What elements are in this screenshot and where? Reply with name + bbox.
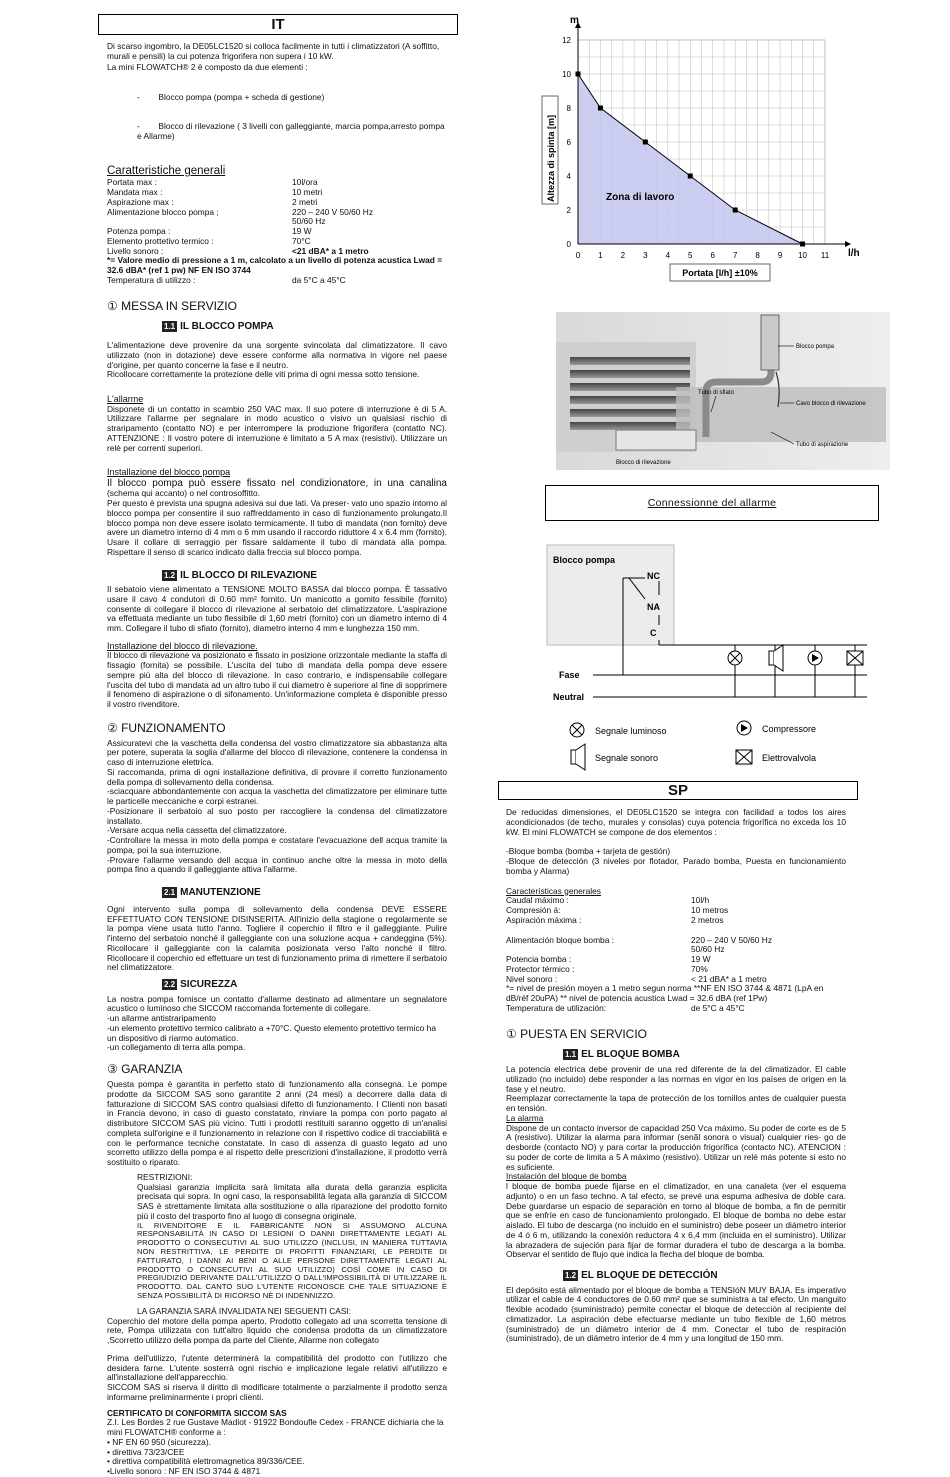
- contact-label-c: C: [650, 628, 657, 638]
- it-s2-text: -Versare acqua nella cassetta del climatizzatore.: [107, 825, 287, 836]
- it-alarm-title: L'allarme: [107, 394, 144, 405]
- y-tick-label: 6: [566, 138, 571, 147]
- x-tick-label: 10: [798, 251, 807, 260]
- y-tick-label: 0: [566, 240, 571, 249]
- spec-value: de 5°C a 45°C: [691, 1002, 745, 1013]
- pump-block: [761, 315, 779, 370]
- it-detection-text: Il blocco di rilevazione va posizionato e fissato in posizione orizzontale mediante la staffa di fissagio (fornita) se possibile. L'uscita del tubo di mandata della pompa deve essere sempre più alta del blocco di rilevazione. In caso contrario, e indispensabile collegare l'uscita del tubo di mandata ad un altro tubo il cui diametro è superiore al fine di sopprimere il fenomeno di aspirazione o di sifonamento. Un'informazione completa è disponible presso il vostro rivenditore.: [107, 650, 447, 710]
- it-cert-item: • direttiva 73/23/CEE: [107, 1446, 185, 1457]
- installation-photo: [556, 312, 890, 470]
- it-s22-text: La nostra pompa fornisce un contatto d'allarme destinato ad alimentare un segnalatore acustico o luminoso che SICCOM raccomanda fortemente di collegare.: [107, 993, 447, 1014]
- chart-annotation: Zona di lavoro: [606, 192, 675, 203]
- it-s2-text: -Posizionare il serbatoio al suo posto per raccogliere la condensa del climatizzatore installato.: [107, 805, 447, 826]
- section-title: IL BLOCCO DI RILEVAZIONE: [180, 569, 317, 581]
- section-number: 1.1: [565, 1050, 577, 1060]
- data-point: [598, 106, 603, 111]
- spec-key: Temperatura de utilización:: [506, 1002, 607, 1013]
- spec-key: Alimentazione blocco pompa ;: [107, 206, 219, 217]
- section-title: IL BLOCCO POMPA: [180, 321, 274, 333]
- data-point: [733, 208, 738, 213]
- spec-key: Aspiración máxima :: [506, 914, 582, 925]
- sp-specs: [506, 896, 846, 984]
- it-restrictions-title: RESTRIZIONI:: [137, 1171, 193, 1182]
- sp-noise-note: *= nivel de presión moyen a 1 metro segun norma **NF EN ISO 3744 & 4871 (LpA en dB/réf 20uPA) ** nivel de potencia acustica Lwad = 32.6 dBA (ref 1Pw): [506, 983, 824, 1003]
- wiring-title-box: [545, 485, 879, 521]
- it-install-lead: Il blocco pompa può essere fissato nel condizionatore, in una canalina: [107, 477, 447, 489]
- spec-key: Nivel sonoro :: [506, 973, 558, 984]
- it-section-1-title: ① MESSA IN SERVIZIO: [107, 298, 237, 313]
- spec-value: da 5°C a 45°C: [292, 274, 346, 285]
- x-unit-label: l/h: [848, 248, 860, 259]
- it-s11-text: L'alimentazione deve provenire da una sorgente svincolata dal climatizzatore. Il cavo utilizzato (non in dotazione) deve essere conforme alla normativa in vigore nel paese d'origine, per quanto concerne la fase e il neutro.: [107, 340, 447, 370]
- sp-intro: De reducidas dimensiones, el DE05LC1520 se integra con facilidad a todos los aires acondicionados (de techo, murales y consolas) cuya potencia frigorífica no exceda los 10 kW. El mini FLOWATCH se compone de dos elementos :: [506, 807, 846, 837]
- spec-value: 2 metros: [691, 914, 724, 925]
- it-s3-text: Questa pompa è garantita in perfetto stato di funzionamento alla consegna. Le pompe prodotte da SICCOM SAS sono garantite 2 anni (24 mesi) a decorrere dalla data di fatturazione di SICCOM SAS contro qualsiasi difetto di funzionamento. I Clienti non basati in Francia devono, in caso di guasto constatato, rinviare la pompa con porto pagato al distributore SICCOM SAS più vicino. Tutti i prodotti restituiti saranno oggetto di un'analisi completa sull'origine e il funzionamento in relazione con il rispettivo codice di tracciabilità e con le performance tecniche constatate. In caso di assenza di guasto legato ad uno scorretto utilizzo della pompa e al rispetto delle prescrizioni d'installazione, il prodotto verrà sostituito o riparato.: [107, 1079, 447, 1168]
- spec-value: 10l/h: [691, 895, 710, 906]
- buzzer-icon: [769, 651, 774, 665]
- it-s2-text: -Provare l'allarme versando dell acqua in continuo anche oltre la messa in moto della pompa fino a quando il galleggiante attiva l'allarme.: [107, 854, 447, 875]
- wiring-diagram: [547, 545, 882, 780]
- data-point: [643, 140, 648, 145]
- photo-label: Tubo di aspirazione: [796, 442, 849, 448]
- it-s11-text2: Ricollocare correttamente la protezione delle viti prima di ogni messa sotto tensione.: [107, 369, 420, 380]
- spec-value: < 21 dBA* a 1 metro: [691, 973, 767, 984]
- sp-section-1-2-heading: [563, 1270, 846, 1282]
- spec-value: 2 metri: [292, 196, 318, 207]
- it-cert-item: • direttiva compatibilità elettromagnetica 89/336/CEE.: [107, 1456, 305, 1467]
- it-section-1-2-heading: [162, 570, 447, 582]
- legend-label: Segnale sonoro: [595, 753, 659, 763]
- spec-value: 220 – 240 V 50/60 Hz: [691, 934, 773, 945]
- sp-section-1-1-heading: [563, 1049, 846, 1061]
- it-column: [107, 42, 447, 1477]
- spec-value: 220 – 240 V 50/60 Hz: [292, 206, 374, 217]
- legend-label: Compressore: [762, 724, 817, 734]
- wiring-title: Connessionne del allarme: [647, 497, 777, 509]
- section-title: EL BLOQUE BOMBA: [581, 1049, 680, 1061]
- it-s21-text: Ogni intervento sulla pompa di sollevamento della condensa DEVE ESSERE EFFETTUATO CON TENSIONE DISINSERITA. All'inizio della stagione o regolarmente se la pompa viene usata tutto l'anno. Togliere il coperchio il filtro e il galleggiante. Pulire l'interno del serbatoio nonché il galleggiante con una soluzione acqua + candeggina (5%). Ricollocare il galleggiante con la calamita posizionata verso l'alto nonché il filtro. Ricollocare il coperchio ed effettuare un test di funzionamento prima di rimettere il serbatoio nel climatizzatore.: [107, 903, 447, 973]
- it-cert-text: Z.I. Les Bordes 2 rue Gustave Madiot - 91922 Bondoufle Cedex - FRANCE dichiaria che la mini FLOWATCH® conforme a :: [107, 1417, 444, 1437]
- x-tick-label: 0: [575, 251, 581, 260]
- it-noise-note: *= Valore medio di pressione a 1 m, calcolato a un livello di potenza acustica Lwad = 32.6 dBA* (ref 1 pw) NF EN ISO 3744: [107, 255, 443, 276]
- it-cert-item: •Livello sonoro : NF EN ISO 3744 & 4871: [107, 1466, 261, 1476]
- it-install-lead2: (schema qui accanto) o nel controsoffitto.: [107, 488, 261, 499]
- it-alarm-text: Disponete di un contatto in scambio 250 VAC max. Il suo potere di interruzione è di 5 A. Utilizzare l'allarme per segnalare in modo acustico o visivo un qualsiasi rischio di straripamento (contatto NO) e per interrompere la produzione frigorifera (contatto NC). ATTENZIONE : Il vostro potere di interruzione è limitato a 5 A max (resistivi). Utilizzare un relè per correnti superiori.: [107, 403, 447, 453]
- spec-value: 19 W: [691, 954, 711, 964]
- it-section-1-1-heading: [162, 321, 447, 333]
- it-invalid-title: LA GARANZIA SARÀ INVALIDATA NEI SEGUENTI CASI:: [137, 1305, 352, 1316]
- detection-block: [616, 430, 696, 450]
- it-siccom-text: SICCOM SAS si riserva il diritto di modificare totalmente o parzialmente il prodotto senza informarne preliminarmente i propri clienti.: [107, 1382, 447, 1402]
- spec-value: <21 dBA* a 1 metro: [292, 245, 369, 256]
- sp-install-title: Instalación del bloque de bomba: [506, 1171, 627, 1182]
- it-restrictions-text: Qualsiasi garanzia implicita sarà limitata alla durata della garanzia esplicita precisata qui sopra. In ogni caso, la responsabilità legata alla garanzia di SICCOM SAS è strettamente limitata alla sostituzione o alla riparazione del prodotto fornito più il costo del trasporto fino al luogo di consegna originale.: [137, 1181, 447, 1221]
- wiring-legend: [570, 721, 816, 770]
- data-point: [688, 174, 693, 179]
- device-symbols: [728, 645, 863, 671]
- legend-buzzer-icon-cone: [576, 744, 585, 770]
- it-s2-text: Si raccomanda, prima di ogni installazione definitiva, di provare il corretto funzionamento della pompa di sollevamento della condensa.: [107, 766, 447, 787]
- spec-key: Mandata max :: [107, 187, 163, 198]
- y-tick-label: 12: [562, 36, 571, 45]
- spec-value: 70°C: [292, 235, 311, 246]
- it-specs: [107, 178, 447, 256]
- neutral-label: Neutral: [553, 692, 585, 702]
- photo-label: Cavo blocco di rilevazione: [796, 401, 866, 407]
- sp-install-text: l bloque de bomba puede fijarse en el climatizador, en una canaleta (ver el esquema adjunto) o en un faso techno. A tal efecto, se prevé una espuma adhesiva de doble cara. Debe guardarse un espacio de separación en torno al bloque de bomba, a fin de permitir que se enfríe en caso de funcionamiento prolongado. El bloque de bomba no debe estar aislado. El tubo de descarga (no incluido en el suministro) debe poseer un diámetro interior de 4 ó 6 m, utilizando la conexión reductora 4 x 6,4 mm (incluida en el suministro). Utilizar la abrazadera de sujeción para fijar de formar duradera el tubo de descarga a la bomba. Observar el sentido de flujo que indica la flecha del bloque de bomba.: [506, 1181, 846, 1260]
- contact-label-nc: NC: [647, 571, 660, 581]
- it-s22-text: -un collegamento di terra alla pompa.: [107, 1042, 246, 1053]
- section-title: SICUREZZA: [180, 979, 238, 991]
- it-general-title: Caratteristiche generali: [107, 165, 226, 177]
- section-number: 2.2: [164, 980, 176, 990]
- sp-s11-text: La potencia electrica debe provenir de una red diferente de la del climatizador. El cable utilizado (no incluido) debe responder a las normas en vigor en los países de origen en la fase y el neutro.: [506, 1064, 846, 1094]
- sp-banner: SP: [498, 781, 858, 800]
- spec-key: Aspirazione max :: [107, 196, 174, 207]
- it-banner: IT: [98, 14, 458, 35]
- it-s22-text: -un elemento protettivo termico calibrato a +70°C. Questo elemento protettivo termico ha un dispositivo di riarmo automatico.: [107, 1022, 436, 1043]
- it-intro-1: Di scarso ingombro, la DE05LC1520 si colloca facilmente in tutti i climatizzatori (A soffitto, murali e pensili) la cui potenza frigorifera non supera i 10 kW.: [107, 41, 440, 61]
- sp-intro-item: -Bloque bomba (bomba + tarjeta de gestión): [506, 846, 671, 857]
- sp-s12-text: El depósito está alimentado por el bloque de bomba a TENSIóN MUY BAJA. Es imperativo utilizar el cable de 4 conductores de 0.60 mm² que se suministra a tal efecto. Un manguito flexible acodado (suministrado) permite conectar el bloque de detección al recipiente del climatizador. La aspiración debe efectuarse mediante un tubo flexible de 1,60 metros (suministrado) de un diámetro interior de 4 mm. Conectar el tubo de respiración (suministrado), de un diámetro interior de 4 mm y una longitud de 150 mm.: [506, 1284, 846, 1344]
- x-tick-label: 5: [688, 251, 693, 260]
- spec-key: Potencia bomba :: [506, 954, 572, 964]
- x-tick-label: 11: [820, 251, 830, 260]
- phase-label: Fase: [559, 670, 580, 680]
- y-unit-label: m: [570, 15, 579, 26]
- sp-general-title-text: Características generales: [506, 885, 601, 896]
- spec-key: Compresión á:: [506, 905, 561, 915]
- it-s2-text: -Controllare la messa in moto della pompa e costatare l'evacuazione dell acqua tramite la pompa, poi la sua interruzione.: [107, 835, 447, 855]
- legend-label: Elettrovalvola: [762, 753, 817, 763]
- it-invalid-text: Coperchio del motore della pompa aperto, Prodotto collegato ad una scorretta tensione di rete, Pompa utilizzata con tutt'altro liquido che condensa prodotta da un climatizzatore ,Scorretto utilizzo della pompa da parte del Cliente, Allarme non collegato: [107, 1315, 447, 1345]
- spec-value: 10l/ora: [292, 177, 318, 188]
- it-intro-item: - Blocco pompa (pompa + scheda di gestione): [137, 91, 325, 102]
- it-s2-text: -sciacquare abbondantemente con acqua la vaschetta del climatizzatore per eliminare tutte le particelle meccaniche e corpi estranei.: [107, 786, 447, 807]
- it-s2-text: Assicuratevi che la vaschetta della condensa del vostro climatizzatore sia abbastanza alta per potere, superata la soglia d'allarme del blocco di rilevazione, contenere la condensa in caso di interruzione elettrica.: [107, 737, 447, 768]
- spec-key: [506, 926, 691, 936]
- spec-key: Caudal máximo :: [506, 895, 569, 906]
- it-detection-title: Installazione del blocco di rilevazione.: [107, 640, 258, 651]
- section-number: 1.2: [565, 1271, 577, 1280]
- x-tick-label: 2: [620, 251, 626, 260]
- it-cert-title: CERTIFICATO DI CONFORMITA SICCOM SAS: [107, 1407, 287, 1418]
- sp-section-1-title: ① PUESTA EN SERVICIO: [506, 1026, 648, 1041]
- x-tick-label: 8: [755, 251, 760, 260]
- it-install-title: Installazione del blocco pompa: [107, 467, 231, 478]
- y-tick-label: 4: [566, 172, 571, 181]
- spec-key: Livello sonoro :: [107, 245, 164, 256]
- sp-alarm-text: Dispone de un contacto inversor de capacidad 250 Vca máximo. Su poder de corte es de 5 A (resistivo). Utilizar la alarma para informar (senãl sonora o visual) cualquier ries- go de desborde (contacto NO) y para cortar la producción frigorífica (contacto NC). ATENCION : su poder de corte de limita a 5 A máximo (resistivo). Utilizar un relé más potente si esto no es suficiente.: [506, 1122, 846, 1172]
- spec-value: 10 metros: [691, 905, 729, 915]
- photo-label: Blocco pompa: [796, 344, 835, 350]
- spec-key: Elemento prottetivo termico :: [107, 235, 214, 246]
- spec-key: Temperatura di utilizzo :: [107, 274, 196, 285]
- contact-label-na: NA: [647, 602, 660, 612]
- legend-buzzer-icon: [571, 750, 576, 764]
- x-tick-label: 3: [643, 251, 648, 260]
- it-section-2-1-heading: [162, 887, 447, 899]
- x-axis-label: Portata [l/h] ±10%: [682, 268, 758, 278]
- x-tick-label: 7: [732, 251, 738, 260]
- sp-alarm-title: La alarma: [506, 1112, 544, 1123]
- spec-value: 10 metri: [292, 187, 323, 198]
- x-tick-label: 4: [665, 251, 671, 260]
- x-tick-label: 9: [777, 251, 783, 260]
- spec-value: 50/60 Hz: [292, 216, 326, 227]
- x-tick-label: 1: [598, 251, 603, 260]
- chart-yticks: [562, 36, 571, 249]
- it-install-text: Per questo è prevista una spugna adesiva sui due lati. Va preser- vato uno spazio intorno al blocco pompa per consentire il suo raffreddamento in caso di funzionamento prolungato.Il blocco pompa non deve essere isolato termicamente. Il tubo di mandata (non fornito) deve avere un diametro interno di 4 mm o 6 mm usando il raccordo riduttore 4 x 6.4 mm (fornito). Usare il collare di serraggio per fissare saldamente il tubo di mandata alla pompa. Rispettare il senso di scarico indicato dalla freccia sul blocco pompa.: [107, 498, 447, 557]
- pump-curve-chart: [530, 10, 870, 285]
- legend-label: Segnale luminoso: [595, 726, 667, 736]
- x-axis-arrow: [845, 241, 851, 247]
- spec-key: Protector térmico :: [506, 963, 575, 974]
- spec-key: Portata max :: [107, 177, 157, 188]
- section-number: 1.2: [164, 570, 176, 580]
- it-restrictions-caps: IL RIVENDITORE E IL FABBRICANTE NON SI ASSUMONO ALCUNA RESPONSABILITÀ IN CASO DI LESIONI O DANNI DIRETTAMENTE LEGATI AL PRODOTTO O CONSECUTIVI AL SUO UTILIZZO (INCLUSI, IN MANIERA TUTTAVIA NON RESTRITTIVA, LE PERDITE DI PROFITTI FINANZIARI, LE PERDITE DI FATTURATO, I DANNI AI BENI O ALLE PERSONE DIRETTAMENTE LEGATI AL PRODOTTO O CONSECUTIVI AL SUO UTILIZZO) COSÌ COME IN CASO DI PREGIUDIZIO DERIVANTE DALL'UTILIZZO O DALL'IMPOSSIBILITÀ DI UTILIZZARE IL PRODOTTO. DAL CANTO SUO L'UTENTE RICONOSCE CHE TALE SITUAZIONE È SENZA POSSIBILITÀ DI RICORSO NÈ DI INDENNIZZO.: [137, 1220, 447, 1300]
- it-prima-text: Prima dell'utilizzo, l'utente determinerà la compatibilità del prodotto con l'utilizzo che desidera farne. L'utente sosterrà ogni rischio e implicazione legale relativi all'utilizzo e all'installazione dell'apparecchio.: [107, 1352, 447, 1383]
- spec-value: 19 W: [292, 226, 312, 237]
- it-s12-text: Il sebatoio viene alimentato a TENSIONE MOLTO BASSA dal blocco pompa. È tassativo usare il cavo 4 condutori di 0.60 mm² fornito. Un manicotto a gomito fessibile (fornito) consente di collegare il blocco di rilevazione al serbatoio del climatizzatore. L'aspirazione va effettuata mediante un tubo flessibile di 1,60 metri (fornito) con un diametro interno di 4 mm. Collegare il tubo di sfiato (fornito), diametro interno 4 mm e lunghezza 150 mm.: [107, 584, 447, 634]
- photo-label: Tubo di sfiato: [698, 390, 734, 396]
- it-section-2-2-heading: [162, 979, 447, 991]
- it-section-2-title: ② FUNZIONAMENTO: [107, 720, 226, 735]
- sp-column: [506, 808, 846, 1344]
- spec-value: 70%: [691, 963, 708, 974]
- it-cert-item: • NF EN 60 950 (sicurezza).: [107, 1436, 211, 1447]
- spec-key: Potenza pompa :: [107, 226, 171, 237]
- x-tick-label: 6: [710, 251, 715, 260]
- y-tick-label: 2: [566, 206, 571, 215]
- y-axis-label: Altezza di spinta [m]: [546, 114, 556, 202]
- it-section-3-title: ③ GARANZIA: [107, 1062, 183, 1077]
- chart-xticks: [576, 251, 830, 260]
- photo-label: Blocco di rilevazione: [616, 460, 671, 466]
- section-number: 1.1: [164, 322, 176, 332]
- section-title: EL BLOQUE DE DETECCIÓN: [581, 1270, 718, 1281]
- section-number: 2.1: [164, 888, 176, 898]
- spec-value: 50/60 Hz: [691, 944, 725, 955]
- it-intro-2: La mini FLOWATCH® 2 è composto da due elementi :: [107, 61, 308, 72]
- y-tick-label: 8: [566, 104, 571, 113]
- sp-intro-item: -Bloque de detección (3 niveles por flotador, Parado bomba, Puesta en funcionamiento bomba y Alarma): [506, 856, 846, 876]
- pump-block-label: Blocco pompa: [553, 555, 616, 565]
- section-title: MANUTENZIONE: [180, 887, 261, 899]
- it-s22-text: -un allarme antistraripamento: [107, 1013, 216, 1024]
- y-tick-label: 10: [562, 70, 571, 79]
- spec-key: Alimentación bloque bomba :: [506, 934, 615, 945]
- it-intro-item: - Blocco di rilevazione ( 3 livelli con galleggiante, marcia pompa,arresto pompa e Allarme): [137, 121, 448, 141]
- sp-s11-text2: Reemplazar correctamente la tapa de protección de los tornillos antes de cualquier puesta en tensión.: [506, 1093, 846, 1113]
